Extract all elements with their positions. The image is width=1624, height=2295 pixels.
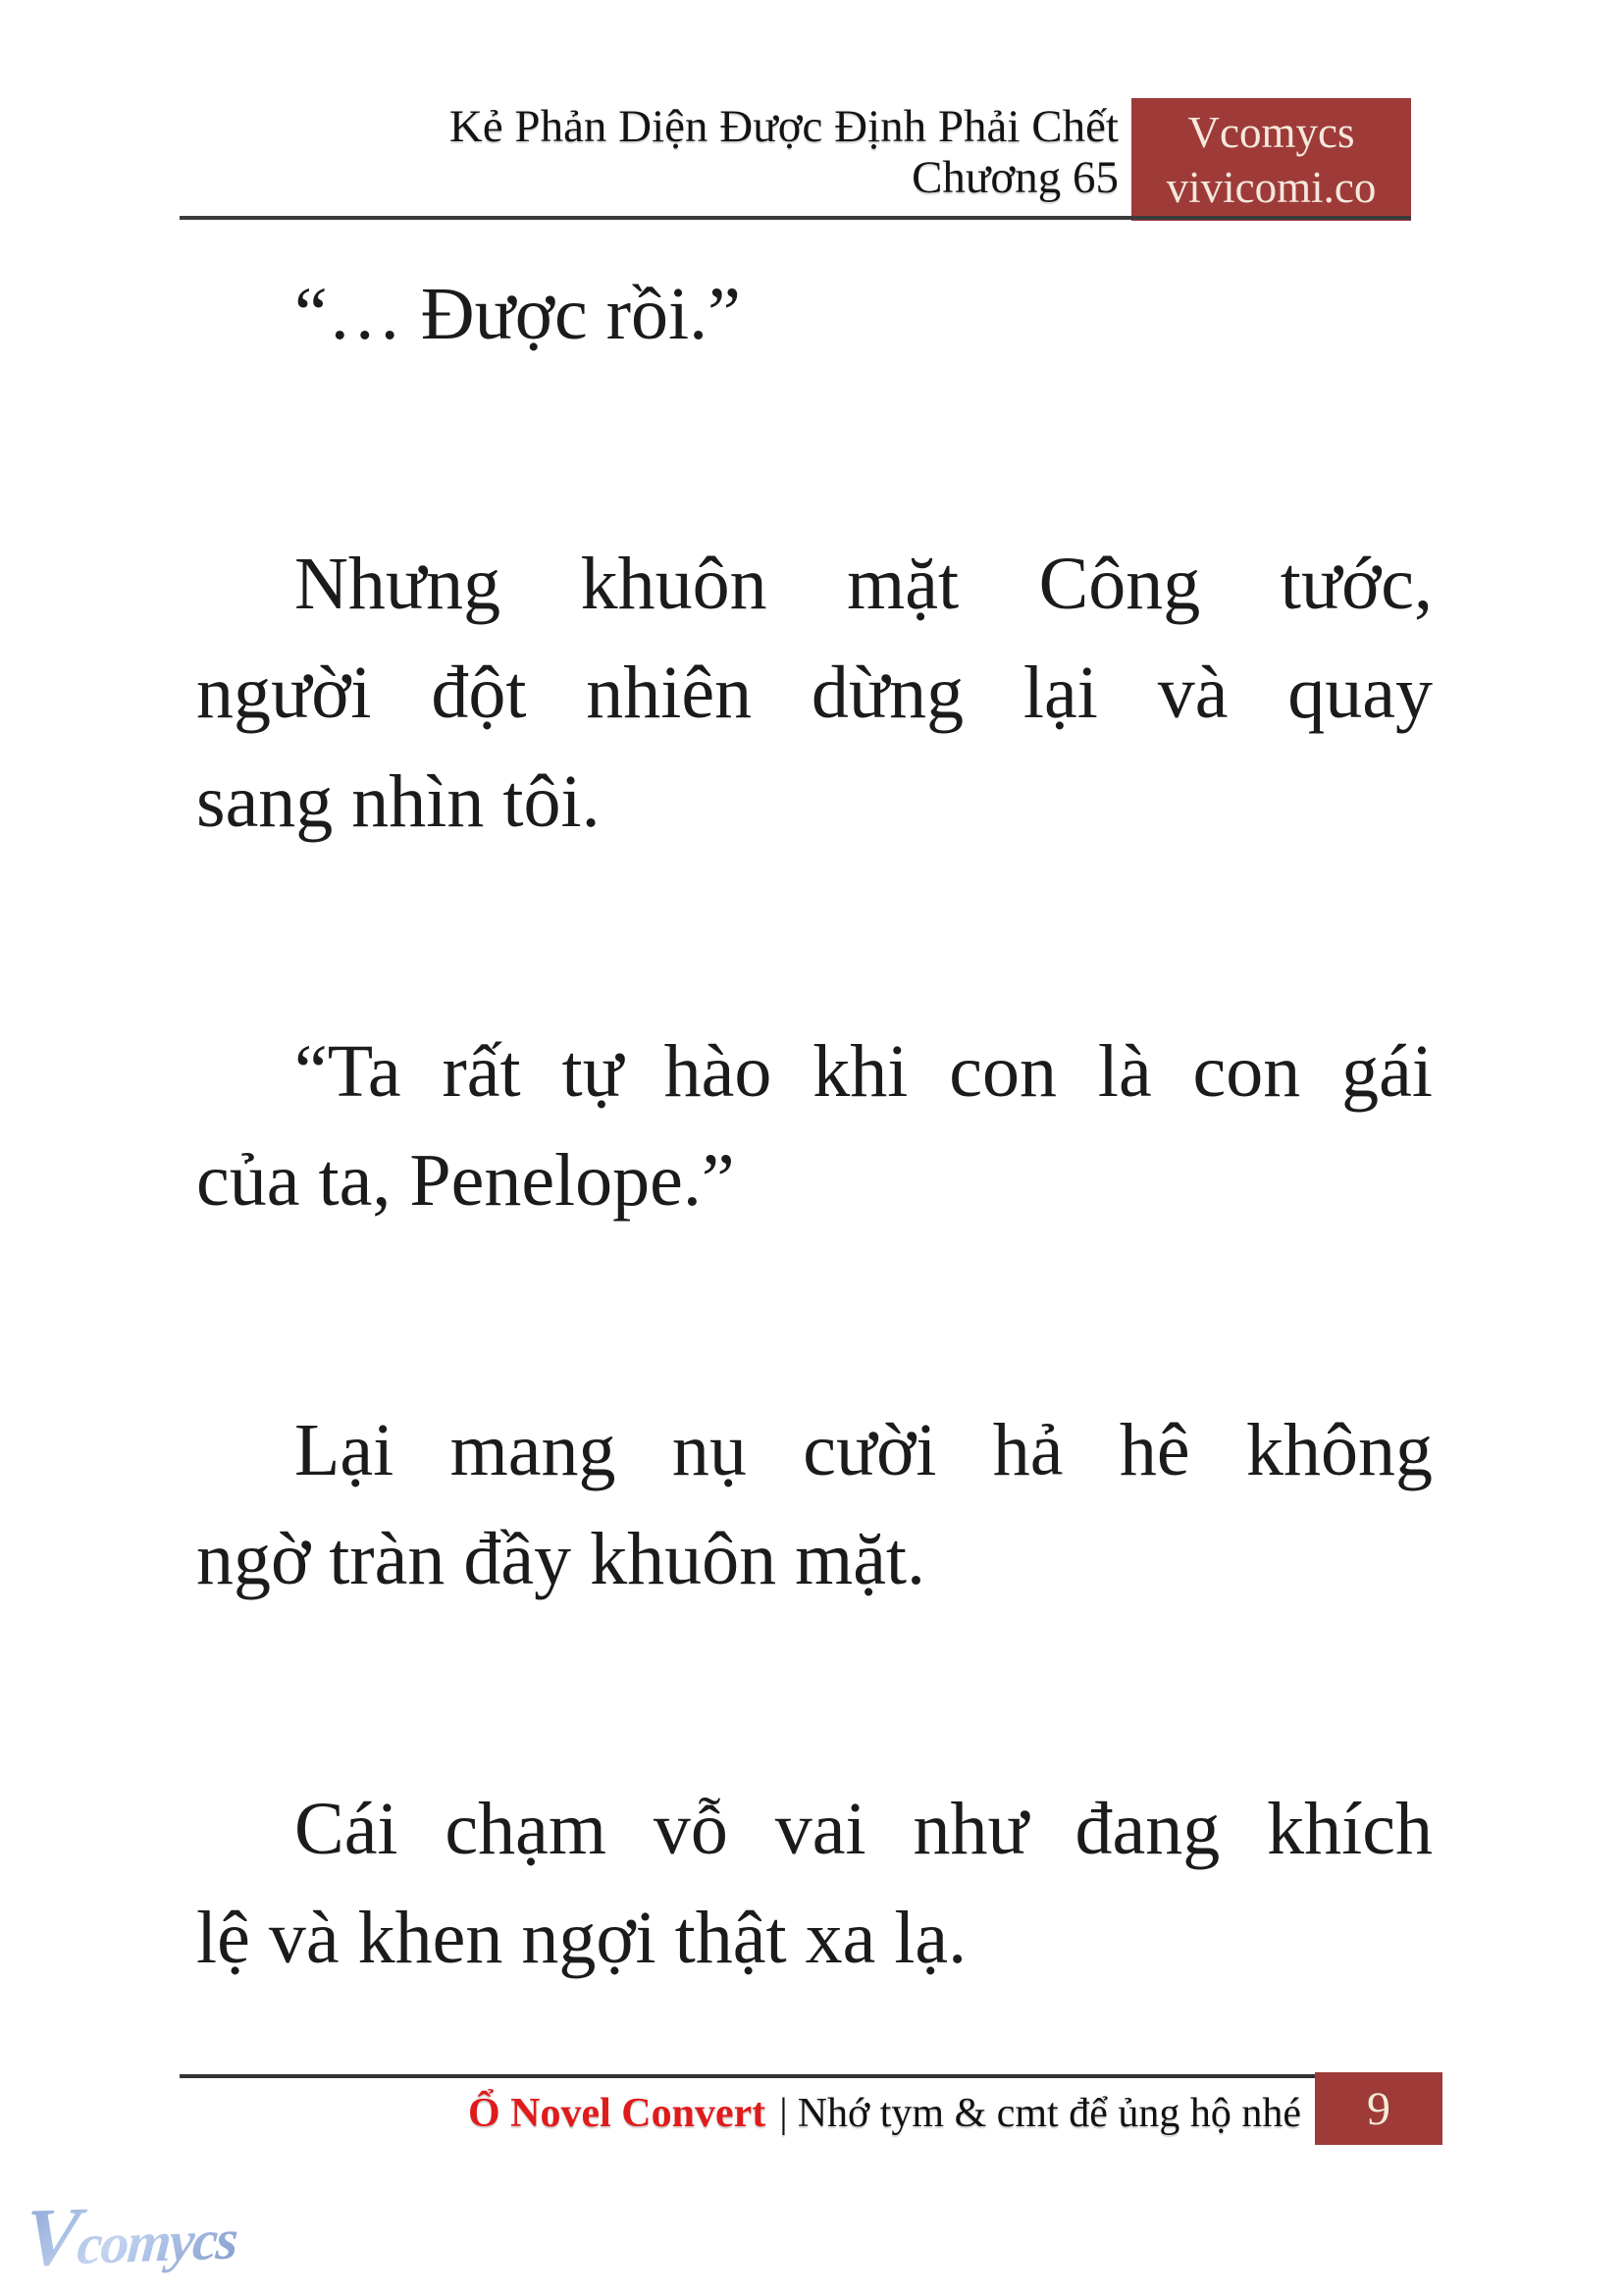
- vcomycs-watermark-logo: [22, 2190, 239, 2288]
- text-line: người đột nhiên dừng lại và quay: [196, 652, 1433, 734]
- text-line: Cái chạm vỗ vai như đang khích: [294, 1788, 1433, 1870]
- paragraph: [196, 260, 1433, 369]
- paragraph: [196, 1396, 1433, 1614]
- text-line: Nhưng khuôn mặt Công tước,: [294, 543, 1433, 625]
- book-title: Kẻ Phản Diện Được Định Phải Chết: [448, 101, 1119, 152]
- footer-credit: [180, 2086, 1301, 2141]
- paragraph: [196, 1017, 1433, 1235]
- text-line: sang nhìn tôi.: [196, 760, 601, 843]
- chapter-header: [0, 101, 1119, 203]
- text-line: “Ta rất tự hào khi con là con gái: [294, 1030, 1433, 1113]
- footer-divider: [180, 2074, 1315, 2078]
- text-line: ngờ tràn đầy khuôn mặt.: [196, 1518, 926, 1600]
- text-line: Lại mang nụ cười hả hê không: [294, 1409, 1433, 1491]
- brand-site: vivicomi.co: [1166, 162, 1377, 212]
- footer-brand-name: Ổ Novel Convert: [467, 2091, 766, 2136]
- page-number: 9: [1367, 2082, 1390, 2135]
- footer-note: Nhớ tym & cmt để ủng hộ nhé: [797, 2091, 1301, 2136]
- translator-brand-box: [1131, 98, 1411, 221]
- footer-separator: |: [779, 2091, 788, 2136]
- watermark-text: comycs: [75, 2207, 239, 2277]
- paragraph: [196, 530, 1433, 857]
- watermark-initial: V: [22, 2190, 81, 2284]
- text-line: “… Được rồi.”: [294, 273, 741, 355]
- paragraph: [196, 1775, 1433, 1993]
- chapter-number: Chương 65: [912, 152, 1119, 203]
- text-line: lệ và khen ngợi thật xa lạ.: [196, 1897, 968, 1979]
- chapter-body: [196, 260, 1433, 2154]
- header-divider: [180, 216, 1411, 220]
- text-line: của ta, Penelope.”: [196, 1139, 735, 1222]
- brand-name: Vcomycs: [1187, 107, 1355, 157]
- page-number-badge: [1315, 2072, 1442, 2145]
